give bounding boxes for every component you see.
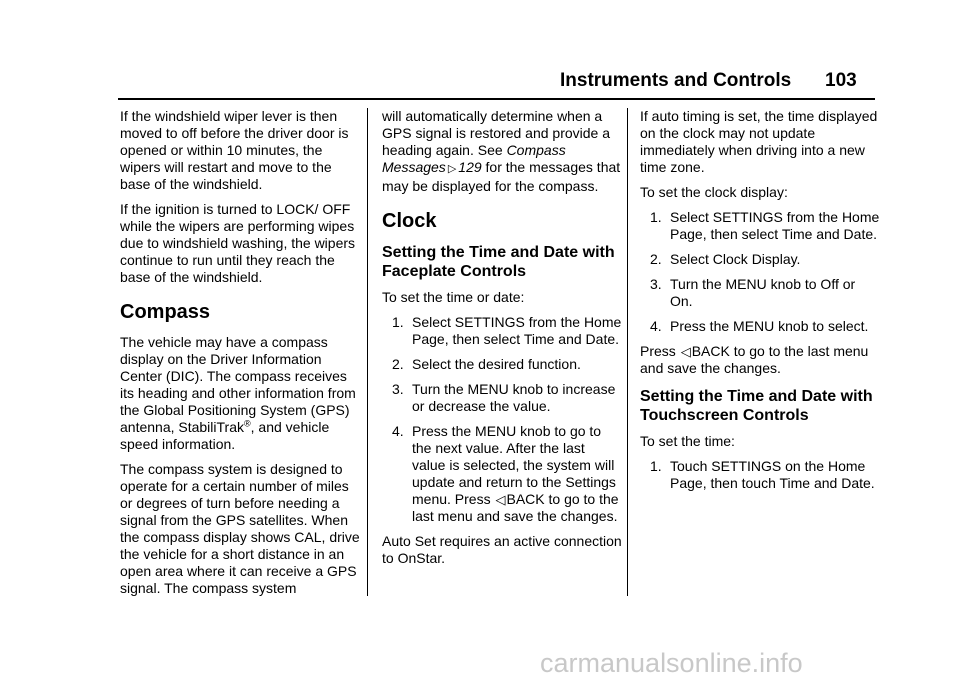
- reference-arrow-icon: ▷: [447, 163, 457, 175]
- intro-text: To set the clock display:: [640, 184, 788, 200]
- back-icon: ◁: [495, 492, 506, 507]
- step-number: 1.: [650, 458, 662, 474]
- section-title: Instruments and Controls: [560, 70, 792, 91]
- text: Press: [640, 343, 680, 359]
- column-divider: [367, 108, 368, 596]
- steps-list: [640, 458, 880, 492]
- paragraph: [640, 343, 880, 377]
- step-number: 3.: [392, 381, 404, 397]
- text: to go to the last menu and save the changes.: [640, 343, 869, 376]
- list-item: [640, 251, 880, 268]
- step-number: 4.: [650, 318, 662, 334]
- step-text: Select SETTINGS from the Home Page, then select Time and Date.: [412, 314, 622, 347]
- cross-reference-page[interactable]: 129: [458, 159, 482, 175]
- step-number: 2.: [650, 251, 662, 267]
- paragraph: Auto Set requires an active connection to OnStar.: [382, 533, 622, 566]
- paragraph: The compass system is designed to operate for a certain number of miles or degrees of turn before needing a signal from the GPS satellites. When the compass display shows CAL, drive the vehicle for a short distance in an open area where it can receive a GPS signal. The compass system: [120, 461, 360, 596]
- list-item: [640, 276, 880, 310]
- text: The vehicle may have a compass display on the Driver Information Center (DIC). The compass receives its heading and other information from the Global Positioning System (GPS) antenna, StabiliTrak: [120, 334, 356, 435]
- step-number: 1.: [650, 209, 662, 225]
- back-label: BACK: [691, 343, 730, 359]
- list-item: [640, 458, 880, 492]
- intro-text: To set the time or date:: [382, 289, 525, 305]
- column-2: [382, 108, 622, 575]
- paragraph: If the ignition is turned to LOCK/ OFF while the wipers are performing wipes due to windshield washing, the wipers continue to run until they reach the base of the windshield.: [120, 201, 356, 285]
- cross-reference-link[interactable]: Compass Messages: [382, 142, 566, 175]
- page-number: 103: [825, 70, 857, 91]
- list-item: [382, 314, 622, 348]
- step-text: to go to the last menu and save the changes.: [412, 491, 619, 524]
- text: , and vehicle speed information.: [120, 419, 330, 452]
- list-item: [640, 209, 880, 243]
- clock-heading: Clock: [382, 210, 437, 232]
- registered-mark: ®: [244, 418, 251, 429]
- paragraph: If the windshield wiper lever is then moved to off before the driver door is opened or within 10 minutes, the wipers will restart and move to the base of the windshield.: [120, 108, 349, 192]
- watermark: carmanualsonline.info: [540, 648, 803, 678]
- list-item: [382, 423, 622, 525]
- steps-list: [382, 314, 622, 525]
- list-item: [382, 356, 622, 373]
- column-1: [120, 108, 360, 605]
- list-item: [382, 381, 622, 415]
- column-3: [640, 108, 880, 500]
- back-icon: ◁: [680, 344, 691, 359]
- faceplate-heading: Setting the Time and Date with Faceplate Controls: [382, 244, 615, 280]
- text: for the messages that may be displayed for the compass.: [382, 159, 621, 194]
- column-divider: [627, 108, 628, 596]
- step-number: 4.: [392, 423, 404, 439]
- step-text: Turn the MENU knob to increase or decrease the value.: [412, 381, 616, 414]
- list-item: [640, 318, 880, 335]
- step-text: Turn the MENU knob to Off or On.: [670, 276, 856, 309]
- text: will automatically determine when a GPS signal is restored and provide a heading again. See: [382, 108, 611, 158]
- touchscreen-heading: Setting the Time and Date with Touchscreen Controls: [640, 388, 873, 424]
- header-rule: [118, 98, 875, 100]
- step-number: 2.: [392, 356, 404, 372]
- step-text: Select Clock Display.: [670, 251, 801, 267]
- step-text: Select SETTINGS from the Home Page, then select Time and Date.: [670, 209, 880, 242]
- step-text: Press the MENU knob to select.: [670, 318, 869, 334]
- step-number: 1.: [392, 314, 404, 330]
- paragraph: If auto timing is set, the time displayed on the clock may not update immediately when driving into a new time zone.: [640, 108, 878, 175]
- back-label: BACK: [506, 491, 545, 507]
- step-text: Select the desired function.: [412, 356, 581, 372]
- paragraph: [382, 108, 622, 195]
- step-number: 3.: [650, 276, 662, 292]
- steps-list: [640, 209, 880, 335]
- step-text: Press the MENU knob to go to the next value. After the last value is selected, the system will update and return to the Settings menu. Press: [412, 423, 616, 507]
- compass-heading: Compass: [120, 301, 211, 323]
- step-text: Touch SETTINGS on the Home Page, then touch Time and Date.: [670, 458, 875, 491]
- paragraph: [120, 334, 360, 453]
- intro-text: To set the time:: [640, 433, 735, 449]
